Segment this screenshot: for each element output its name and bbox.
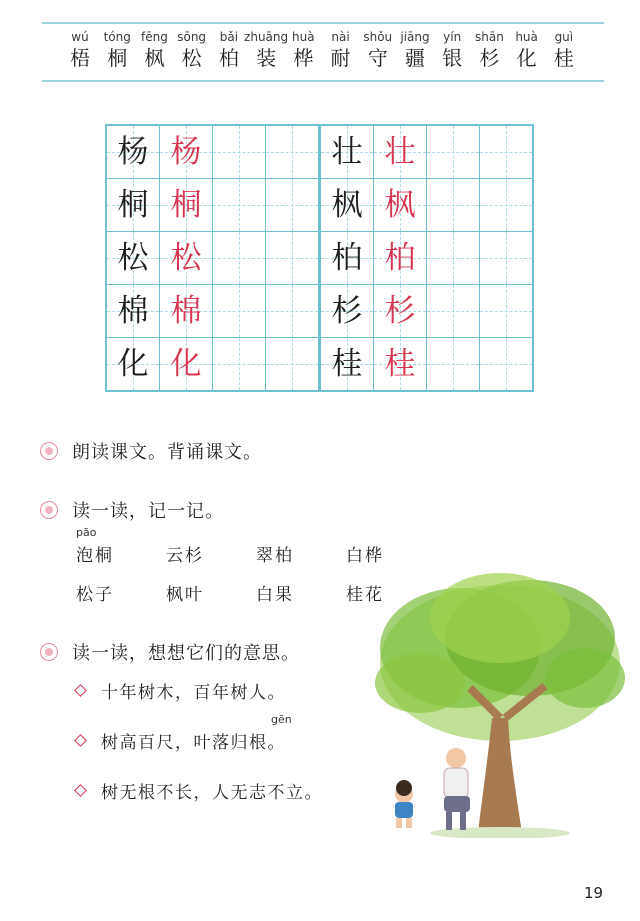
grid-cell bbox=[160, 232, 213, 285]
flower-badge-icon bbox=[40, 643, 58, 661]
word-text: 白果 bbox=[256, 585, 294, 605]
grid-cell bbox=[266, 285, 320, 338]
section-title: 读一读，想想它们的意思。 bbox=[72, 643, 300, 664]
vocab-item bbox=[136, 30, 172, 70]
grid-cell bbox=[320, 338, 374, 392]
flower-badge-icon bbox=[40, 501, 58, 519]
grid-cell bbox=[160, 179, 213, 232]
grid-cell bbox=[213, 285, 266, 338]
proverb-text bbox=[101, 713, 292, 753]
trace-character: 桂 bbox=[384, 346, 416, 382]
grid-row bbox=[106, 179, 533, 232]
grid-cell bbox=[213, 125, 266, 179]
word-text: 泡桐 bbox=[76, 546, 114, 566]
grid-cell bbox=[374, 179, 427, 232]
grid-cell bbox=[106, 285, 160, 338]
top-rule bbox=[42, 22, 604, 24]
section-read-remember bbox=[40, 497, 224, 523]
grid-cell bbox=[160, 285, 213, 338]
grid-cell bbox=[427, 338, 480, 392]
word-text: 枫叶 bbox=[166, 585, 204, 605]
vocab-character: 化 bbox=[516, 46, 537, 70]
grid-cell bbox=[266, 179, 320, 232]
vocab-pinyin: sōng bbox=[177, 30, 207, 44]
grid-cell bbox=[374, 285, 427, 338]
grid-row bbox=[106, 338, 533, 392]
vocab-character: 疆 bbox=[404, 46, 425, 70]
vocab-item bbox=[509, 30, 545, 70]
trace-character: 杨 bbox=[170, 134, 202, 170]
model-character: 壮 bbox=[331, 134, 363, 170]
word-text: 桂花 bbox=[346, 585, 384, 605]
section-title: 读一读，记一记。 bbox=[72, 501, 224, 522]
proverb-line: 十年树木，百年树人。 bbox=[101, 683, 286, 703]
grid-cell bbox=[427, 125, 480, 179]
grid-cell bbox=[427, 232, 480, 285]
proverb-text bbox=[101, 778, 323, 803]
grid-cell bbox=[266, 232, 320, 285]
grid-cell bbox=[480, 338, 534, 392]
grid-cell bbox=[374, 125, 427, 179]
grid-cell bbox=[213, 338, 266, 392]
grid-cell bbox=[106, 125, 160, 179]
trace-character: 棉 bbox=[170, 293, 202, 329]
vocab-word bbox=[346, 541, 436, 566]
grid-cell bbox=[106, 232, 160, 285]
model-character: 枫 bbox=[331, 187, 363, 223]
bottom-rule bbox=[42, 80, 604, 82]
trace-character: 柏 bbox=[384, 240, 416, 276]
trace-character: 壮 bbox=[384, 134, 416, 170]
model-character: 棉 bbox=[117, 293, 149, 329]
diamond-bullet-icon bbox=[74, 734, 87, 747]
proverb-pinyin: gēn bbox=[271, 713, 292, 726]
vocab-item bbox=[546, 30, 582, 70]
vocab-character: 柏 bbox=[218, 46, 239, 70]
vocab-item bbox=[174, 30, 210, 70]
vocab-word bbox=[76, 526, 166, 566]
grid-cell bbox=[427, 285, 480, 338]
word-text: 白桦 bbox=[346, 546, 384, 566]
grid-cell bbox=[374, 338, 427, 392]
grid-cell bbox=[374, 232, 427, 285]
vocab-pinyin: fēng bbox=[141, 30, 168, 44]
vocab-character: 装 bbox=[256, 46, 277, 70]
grid-cell bbox=[266, 338, 320, 392]
section-title: 朗读课文。背诵课文。 bbox=[72, 442, 262, 463]
vocab-pinyin: zhuāng bbox=[244, 30, 289, 44]
grid-cell bbox=[320, 285, 374, 338]
trace-character: 化 bbox=[170, 346, 202, 382]
grid-cell bbox=[106, 338, 160, 392]
vocab-pinyin: shān bbox=[474, 30, 504, 44]
grid-row bbox=[106, 232, 533, 285]
vocab-pinyin: bǎi bbox=[219, 30, 239, 44]
vocab-word bbox=[166, 541, 256, 566]
vocab-item bbox=[471, 30, 507, 70]
vocab-item bbox=[360, 30, 396, 70]
grid-cell bbox=[480, 125, 534, 179]
diamond-bullet-icon bbox=[74, 684, 87, 697]
model-character: 松 bbox=[117, 240, 149, 276]
proverb-item bbox=[76, 678, 286, 703]
vocab-pinyin: huà bbox=[515, 30, 538, 44]
vocab-pinyin: shǒu bbox=[363, 30, 393, 44]
vocab-word bbox=[76, 580, 166, 605]
word-row-1 bbox=[76, 526, 436, 566]
vocab-item bbox=[244, 30, 289, 70]
grid-cell bbox=[106, 179, 160, 232]
vocab-item bbox=[99, 30, 135, 70]
trace-character: 松 bbox=[170, 240, 202, 276]
word-pinyin: pāo bbox=[76, 526, 97, 539]
vocab-pinyin: guì bbox=[554, 30, 574, 44]
proverb-item bbox=[76, 778, 323, 803]
grid-cell bbox=[320, 125, 374, 179]
vocab-character: 杉 bbox=[479, 46, 500, 70]
vocab-word bbox=[256, 541, 346, 566]
vocab-word bbox=[256, 580, 346, 605]
proverb-text bbox=[101, 678, 286, 703]
vocabulary-list bbox=[62, 30, 582, 70]
vocab-item bbox=[434, 30, 470, 70]
section-read-aloud bbox=[40, 438, 262, 464]
vocab-pinyin: huà bbox=[292, 30, 315, 44]
vocab-character: 守 bbox=[367, 46, 388, 70]
flower-badge-icon bbox=[40, 442, 58, 460]
grid-row bbox=[106, 125, 533, 179]
grid-cell bbox=[320, 232, 374, 285]
word-text: 云杉 bbox=[166, 546, 204, 566]
grid-cell bbox=[213, 232, 266, 285]
grid-row bbox=[106, 285, 533, 338]
vocab-character: 松 bbox=[181, 46, 202, 70]
vocab-character: 梧 bbox=[70, 46, 90, 70]
vocab-item bbox=[285, 30, 321, 70]
vocab-item bbox=[397, 30, 433, 70]
vocab-character: 银 bbox=[442, 46, 463, 70]
vocab-pinyin: tóng bbox=[103, 30, 131, 44]
grid-cell bbox=[266, 125, 320, 179]
grid-cell bbox=[213, 179, 266, 232]
grid-cell bbox=[160, 338, 213, 392]
diamond-bullet-icon bbox=[74, 784, 87, 797]
vocab-item bbox=[211, 30, 247, 70]
word-text: 翠柏 bbox=[256, 546, 294, 566]
proverb-item bbox=[76, 713, 292, 753]
trace-character: 杉 bbox=[384, 293, 416, 329]
grid-cell bbox=[427, 179, 480, 232]
model-character: 桐 bbox=[117, 187, 149, 223]
vocab-pinyin: yín bbox=[443, 30, 462, 44]
grid-cell bbox=[480, 285, 534, 338]
model-character: 桂 bbox=[331, 346, 363, 382]
grid-cell bbox=[160, 125, 213, 179]
grid-cell bbox=[480, 232, 534, 285]
vocab-word bbox=[166, 580, 256, 605]
model-character: 柏 bbox=[331, 240, 363, 276]
vocab-character: 枫 bbox=[144, 46, 165, 70]
vocab-pinyin: jiāng bbox=[400, 30, 430, 44]
vocab-character: 桐 bbox=[107, 46, 128, 70]
trace-character: 枫 bbox=[384, 187, 416, 223]
grid-cell bbox=[480, 179, 534, 232]
grid-cell bbox=[320, 179, 374, 232]
vocab-character: 耐 bbox=[330, 46, 351, 70]
page-number: 19 bbox=[584, 884, 604, 902]
model-character: 化 bbox=[117, 346, 149, 382]
vocab-item bbox=[323, 30, 359, 70]
vocab-pinyin: wú bbox=[71, 30, 89, 44]
vocab-pinyin: nài bbox=[331, 30, 350, 44]
trace-character: 桐 bbox=[170, 187, 202, 223]
proverb-line: 树无根不长，人无志不立。 bbox=[101, 783, 323, 803]
word-text: 松子 bbox=[76, 585, 114, 605]
vocab-character: 桦 bbox=[293, 46, 314, 70]
model-character: 杨 bbox=[117, 134, 149, 170]
vocab-item bbox=[62, 30, 98, 70]
tree-grandpa-child-illustration bbox=[360, 568, 630, 838]
section-read-think bbox=[40, 639, 300, 665]
writing-grid bbox=[105, 124, 534, 392]
proverb-line: 树高百尺，叶落归根。 bbox=[101, 733, 286, 753]
vocab-character: 桂 bbox=[553, 46, 574, 70]
model-character: 杉 bbox=[331, 293, 363, 329]
